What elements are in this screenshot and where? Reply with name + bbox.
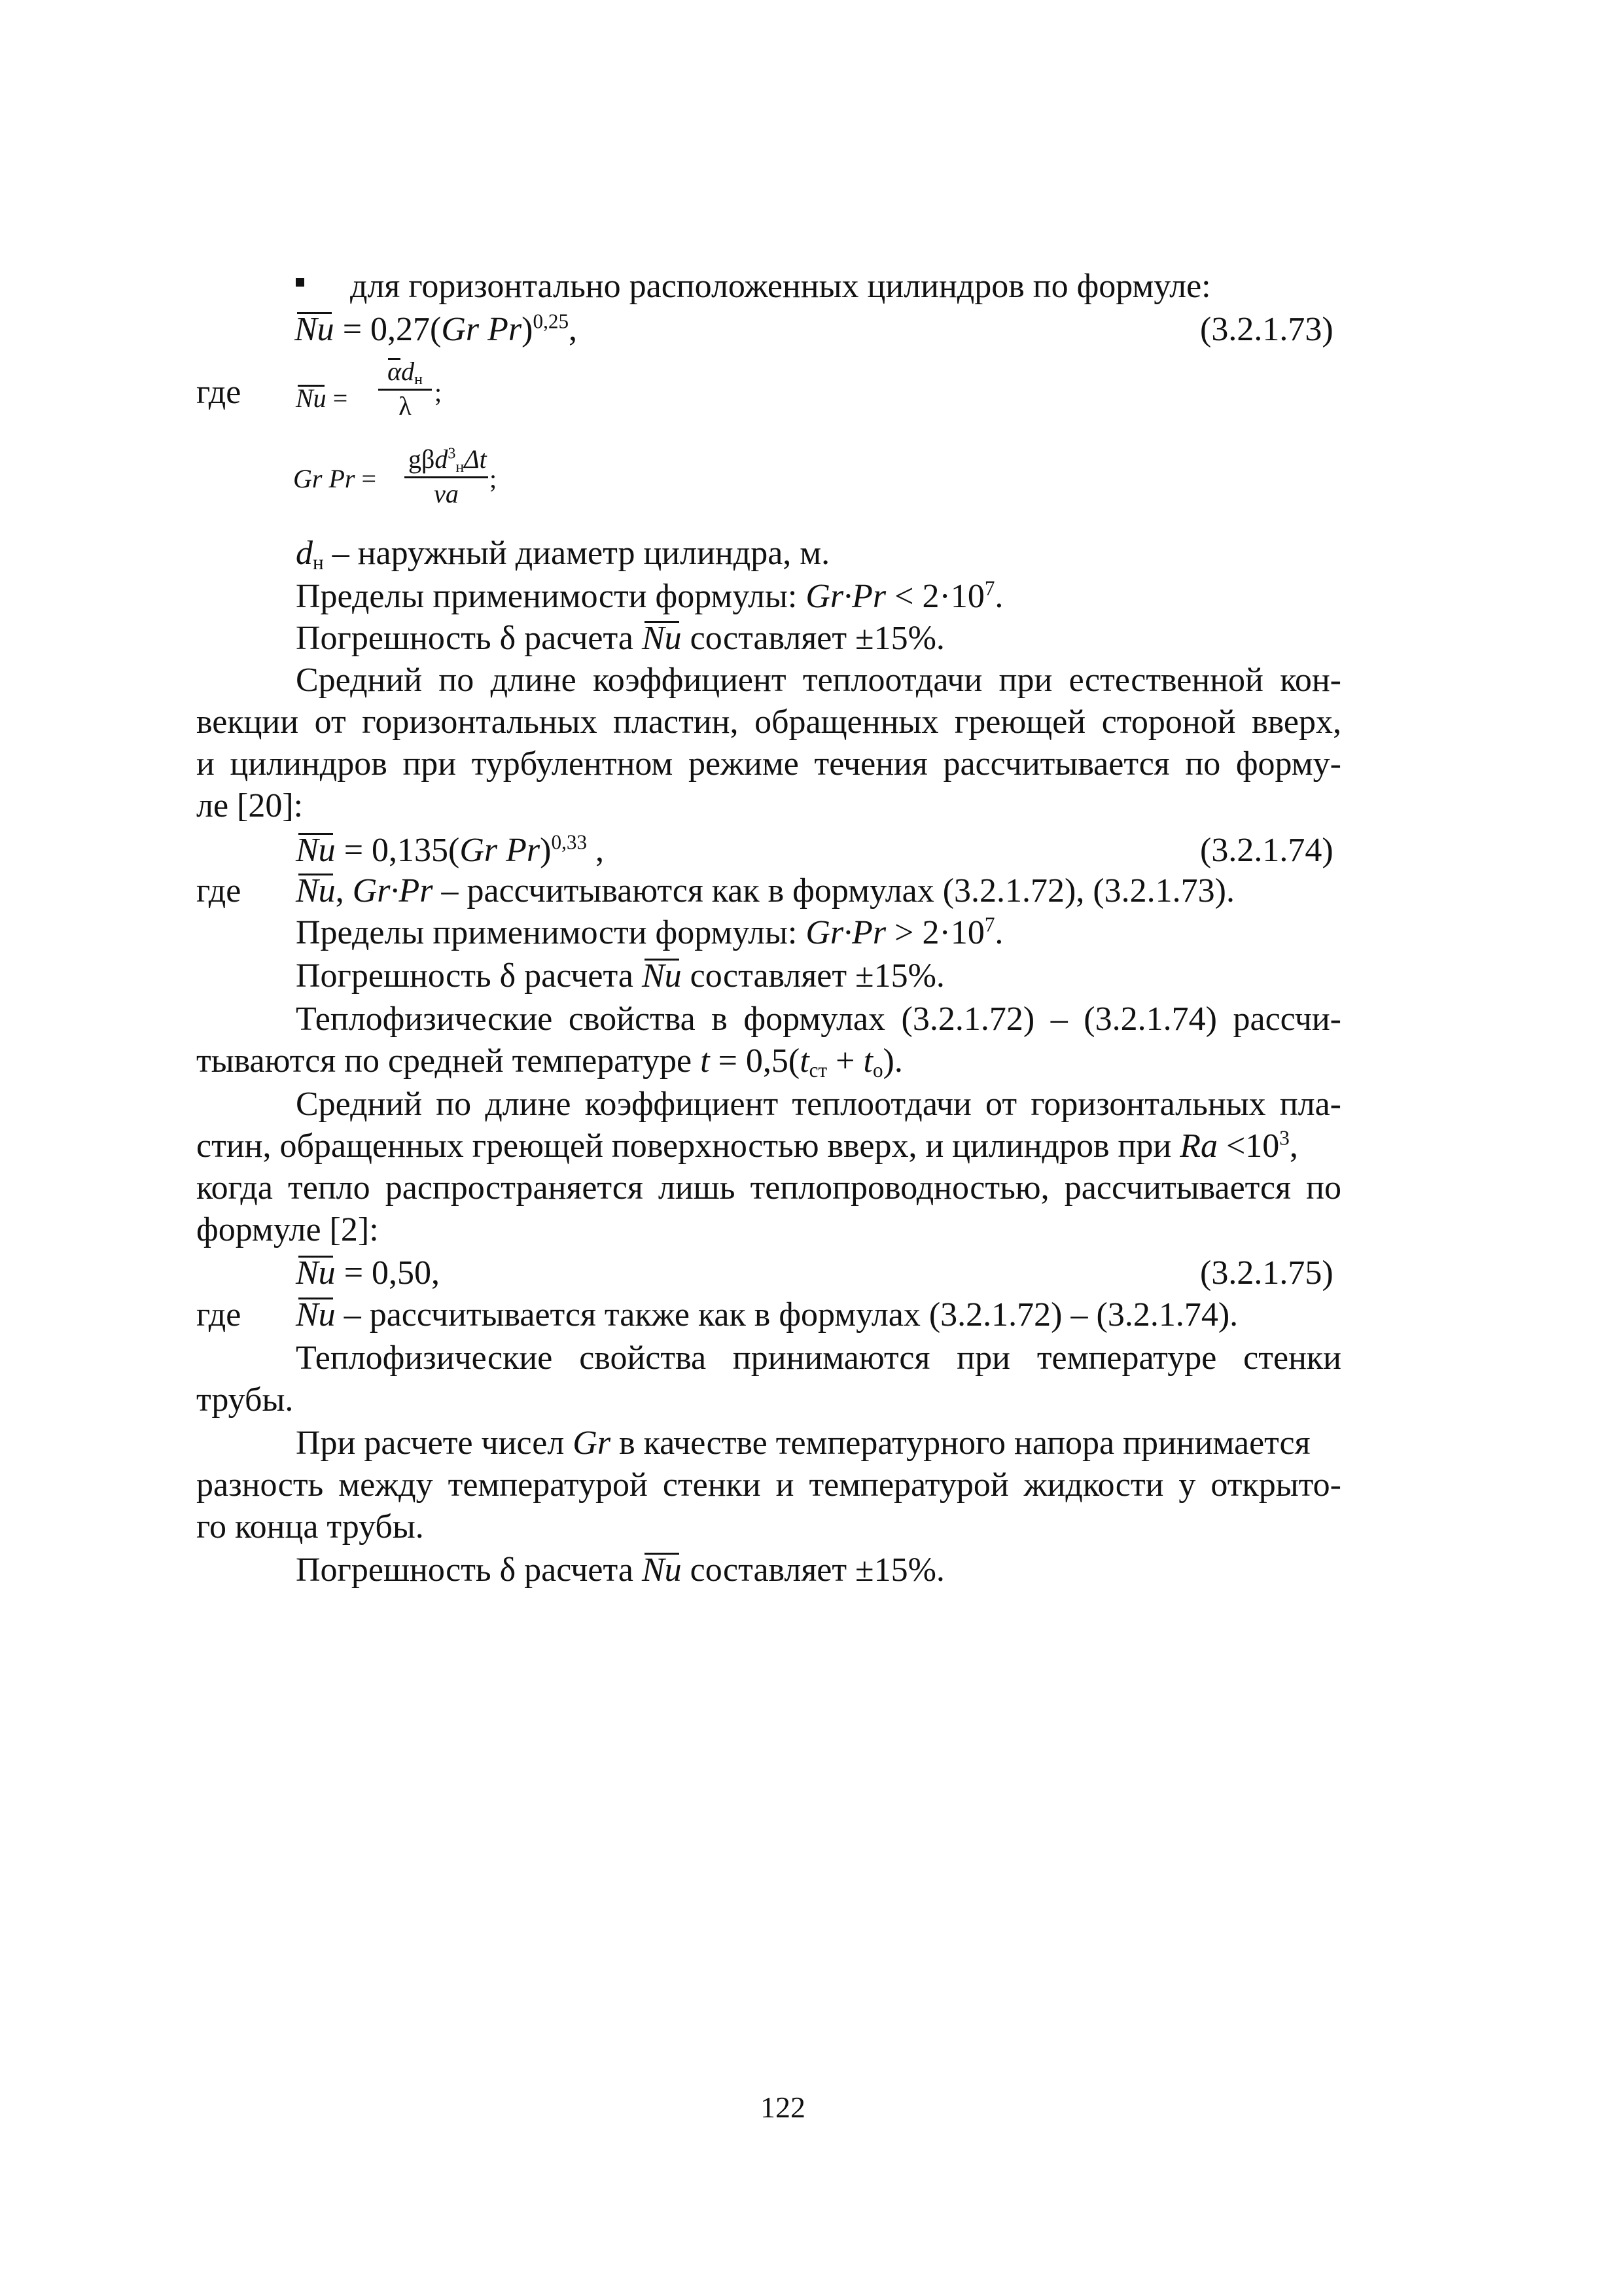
gr-paragraph-line-1: При расчете чисел Gr в качестве температурного напора принимается xyxy=(296,1424,1311,1462)
error-statement-74: Погрешность δ расчета Nu составляет ±15%. xyxy=(296,957,945,995)
paragraph-75-line-4: формуле [2]: xyxy=(196,1211,379,1248)
nu-definition-fraction: $\alpha d_н$ λ xyxy=(378,359,432,419)
bullet-intro: для горизонтально расположенных цилиндров по формуле: xyxy=(350,268,1211,305)
grpr-definition-tail: ; xyxy=(489,464,497,493)
nu-symbol: Nu xyxy=(296,1254,336,1292)
gr-paragraph-line-2: разность между температурой стенки и температурой жидкости у открыто- xyxy=(196,1466,1341,1504)
properties-paragraph-line-1: Теплофизические свойства в формулах (3.2.1.72) – (3.2.1.74) рассчи- xyxy=(296,1000,1341,1038)
nu-definition-lhs: Nu = xyxy=(296,383,348,413)
paragraph-75-line-3: когда тепло распространяется лишь теплопроводностью, рассчитывается по xyxy=(196,1169,1341,1207)
equation-3-2-1-75: Nu = 0,50, xyxy=(296,1254,440,1292)
error-statement-73: Погрешность δ расчета Nu составляет ±15%. xyxy=(296,620,945,657)
bullet-marker xyxy=(296,278,304,287)
where-74-explanation: Nu, Gr·Pr – рассчитываются как в формулах (3.2.1.72), (3.2.1.73). xyxy=(296,872,1235,910)
where-label: где xyxy=(196,872,241,910)
diameter-definition: $d_н$ – наружный диаметр цилиндра, м. xyxy=(296,535,830,574)
nu-symbol: Nu xyxy=(296,832,336,869)
where-label: где xyxy=(196,1296,241,1333)
applicability-limits-74: Пределы применимости формулы: $Gr\cdot Pr > 2\cdot 10^7$. xyxy=(296,913,1004,951)
paragraph-74-line-4: ле [20]: xyxy=(196,787,304,824)
wall-paragraph-line-2: трубы. xyxy=(196,1381,294,1419)
grpr-definition-fraction: gβd$^3_н$Δt νa xyxy=(404,446,488,507)
nu-definition-tail: ; xyxy=(434,378,442,407)
wall-paragraph-line-1: Теплофизические свойства принимаются при температуре стенки xyxy=(296,1339,1341,1377)
page-number: 122 xyxy=(760,2091,805,2124)
error-statement-final: Погрешность δ расчета Nu составляет ±15%. xyxy=(296,1551,945,1589)
nu-symbol: Nu xyxy=(294,311,334,348)
paragraph-75-line-2: стин, обращенных греющей поверхностью вверх, и цилиндров при $Ra <10^3$, xyxy=(196,1126,1298,1165)
equation-3-2-1-73: Nu = 0,27(Gr Pr)$^{0,25}$, xyxy=(294,309,578,348)
equation-3-2-1-74: Nu = 0,135(Gr Pr)$^{0,33}$ , xyxy=(296,830,605,869)
grpr-definition-lhs: Gr Pr = xyxy=(293,464,377,493)
paragraph-75-line-1: Средний по длине коэффициент теплоотдачи от горизонтальных пла- xyxy=(296,1086,1341,1123)
where-75-explanation: Nu – рассчитывается также как в формулах (3.2.1.72) – (3.2.1.74). xyxy=(296,1296,1239,1333)
equation-number-75: (3.2.1.75) xyxy=(1200,1254,1333,1292)
equation-number-73: (3.2.1.73) xyxy=(1200,311,1333,348)
properties-paragraph-line-2: тываются по средней температуре $t = 0,5(t_{ст} + t_о)$. xyxy=(196,1042,903,1082)
paragraph-74-line-1: Средний по длине коэффициент теплоотдачи при естественной кон- xyxy=(296,662,1341,699)
equation-number-74: (3.2.1.74) xyxy=(1200,832,1333,869)
paragraph-74-line-3: и цилиндров при турбулентном режиме течения рассчитывается по форму- xyxy=(196,745,1341,783)
gr-paragraph-line-3: го конца трубы. xyxy=(196,1508,424,1545)
where-label: где xyxy=(196,374,241,411)
paragraph-74-line-2: векции от горизонтальных пластин, обращенных греющей стороной вверх, xyxy=(196,703,1341,741)
applicability-limits-73: Пределы применимости формулы: $Gr\cdot Pr < 2\cdot 10^7$. xyxy=(296,576,1004,615)
